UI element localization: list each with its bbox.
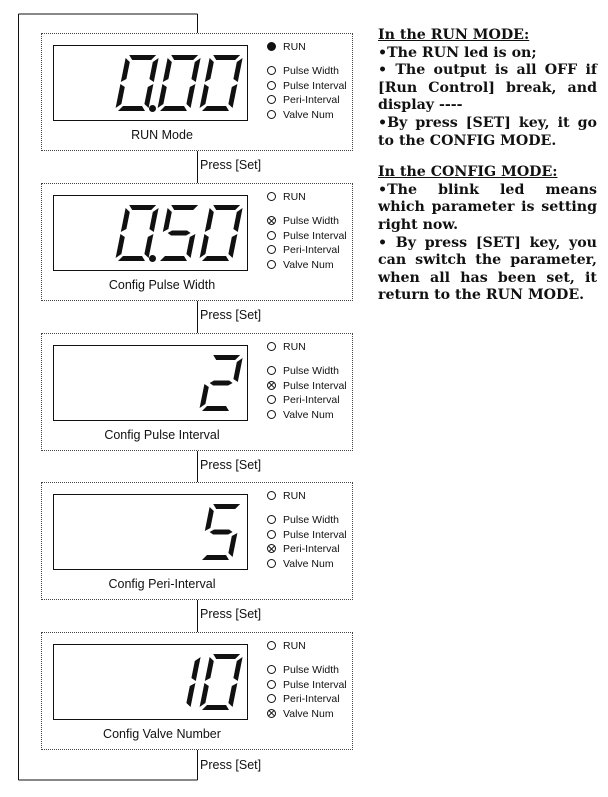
display-digit-0 [200,55,243,111]
display-digit-5 [160,205,198,261]
led-label: Peri-Interval [283,244,340,256]
segment-f [163,58,172,82]
led-off-icon [267,665,276,674]
led-off-icon [267,680,276,689]
segment-a [171,205,198,210]
segment-f [205,208,214,232]
display-digit-0 [200,205,243,261]
led-label: Valve Num [283,707,334,720]
press-set-label: Press [Set] [200,158,262,172]
led-off-icon [267,515,276,524]
run-note-2: • The output is all OFF if [Run Control] break, and display ---- [378,62,597,114]
display-digit-5 [202,504,240,560]
segment-g [168,231,191,236]
display-digit-0 [200,654,243,710]
led-label: Peri-Interval [283,693,340,705]
segment-d [202,705,229,710]
segment-e [200,384,209,408]
notes-spacer [378,150,597,164]
segment-b [149,208,158,232]
press-set-label: Press [Set] [200,458,262,472]
display-digit-0 [116,55,159,112]
segment-e [200,234,209,258]
segment-f [205,657,214,681]
led-label: Valve Num [283,408,334,421]
mode-notes [378,27,597,305]
seven-segment-digits [54,495,246,568]
led-label: Peri-Interval [283,94,340,106]
segment-c [228,683,237,707]
led-label: Valve Num [283,557,334,570]
segment-f [121,58,130,82]
led-display [53,45,248,121]
led-label: Valve Num [283,108,334,121]
segment-b [233,208,242,232]
led-off-icon [267,559,276,568]
segment-c [186,683,195,707]
segment-a [213,55,240,60]
led-off-icon [267,366,276,375]
mode-caption: Config Valve Number [103,727,221,741]
segment-c [186,234,195,258]
segment-a [129,205,156,210]
segment-b [233,358,242,382]
run-mode-heading: In the RUN MODE: [378,27,530,43]
led-blink-icon [267,216,276,225]
led-off-icon [267,110,276,119]
segment-d [202,106,229,111]
segment-e [116,84,125,108]
led-display [53,494,248,570]
press-set-label: Press [Set] [200,758,262,772]
segment-f [121,208,130,232]
led-label: Pulse Width [283,65,340,77]
led-label: Pulse Interval [283,79,347,92]
segment-e [158,84,167,108]
segment-a [213,355,240,360]
led-off-icon [267,641,276,650]
decimal-point [149,105,156,112]
mode-panel-4 [41,482,353,600]
led-label: RUN [283,341,306,353]
led-off-icon [267,260,276,269]
segment-g [210,530,233,535]
segment-c [228,533,237,557]
segment-e [200,84,209,108]
led-label: Pulse Interval [283,528,347,541]
segment-f [163,208,172,232]
led-label: RUN [283,41,306,53]
segment-d [160,106,187,111]
led-label: Pulse Interval [283,229,347,242]
led-label: Valve Num [283,258,334,271]
segment-a [213,205,240,210]
segment-b [233,58,242,82]
led-off-icon [267,66,276,75]
run-note-1: •The RUN led is on; [378,44,537,61]
led-label: Pulse Width [283,664,340,676]
segment-a [171,55,198,60]
display-digit-0 [116,205,159,262]
seven-segment-digits [54,46,246,119]
segment-a [213,504,240,509]
segment-e [200,683,209,707]
led-off-icon [267,530,276,539]
led-label: RUN [283,640,306,652]
led-display [53,195,248,271]
led-blink-icon [267,381,276,390]
decimal-point [149,255,156,262]
led-off-icon [267,491,276,500]
segment-c [228,84,237,108]
config-note-2: • By press [SET] key, you can switch the parameter, when all has been set, it return to the RUN MODE. [378,234,597,304]
led-blink-icon [267,709,276,718]
led-label: Pulse Width [283,514,340,526]
segment-c [144,84,153,108]
led-label: Pulse Interval [283,379,347,392]
segment-b [149,58,158,82]
segment-b [191,58,200,82]
segment-a [213,654,240,659]
led-off-icon [267,395,276,404]
display-digit-2 [200,355,243,411]
led-off-icon [267,342,276,351]
segment-b [233,657,242,681]
segment-d [202,406,229,411]
press-set-label: Press [Set] [200,308,262,322]
led-blink-icon [267,544,276,553]
segment-a [129,55,156,60]
mode-panel-3 [41,333,353,451]
seven-segment-digits [54,346,246,419]
mode-panel-2 [41,183,353,301]
segment-g [210,381,233,386]
seven-segment-digits [54,196,246,269]
led-label: Pulse Width [283,215,340,227]
led-label: RUN [283,490,306,502]
run-note-3: •By press [SET] key, it go to the CONFIG MODE. [378,114,597,149]
seven-segment-digits [54,645,246,718]
led-off-icon [267,81,276,90]
segment-d [118,256,145,261]
segment-c [144,234,153,258]
display-digit-0 [158,55,201,111]
segment-f [205,58,214,82]
segment-d [160,256,187,261]
segment-c [186,84,195,108]
led-off-icon [267,694,276,703]
mode-panel-1 [41,33,353,151]
segment-c [228,234,237,258]
segment-d [118,106,145,111]
led-off-icon [267,192,276,201]
led-label: RUN [283,191,306,203]
led-off-icon [267,231,276,240]
led-label: Pulse Width [283,365,340,377]
display-digit-1 [186,657,200,707]
segment-d [202,256,229,261]
led-on-icon [267,42,276,51]
segment-e [116,234,125,258]
segment-d [202,555,229,560]
segment-b [191,657,200,681]
segment-f [205,507,214,531]
mode-caption: RUN Mode [131,128,193,142]
led-off-icon [267,245,276,254]
config-note-1: •The blink led means which parameter is setting right now. [378,181,597,233]
led-label: Peri-Interval [283,543,340,555]
led-label: Pulse Interval [283,678,347,691]
led-label: Peri-Interval [283,394,340,406]
led-display [53,345,248,421]
mode-caption: Config Pulse Interval [104,428,220,442]
led-display [53,644,248,720]
led-off-icon [267,410,276,419]
mode-caption: Config Pulse Width [108,278,216,292]
press-set-label: Press [Set] [200,607,262,621]
led-off-icon [267,95,276,104]
mode-caption: Config Peri-Interval [108,577,216,591]
config-mode-heading: In the CONFIG MODE: [378,164,558,181]
mode-panel-5 [41,632,353,750]
